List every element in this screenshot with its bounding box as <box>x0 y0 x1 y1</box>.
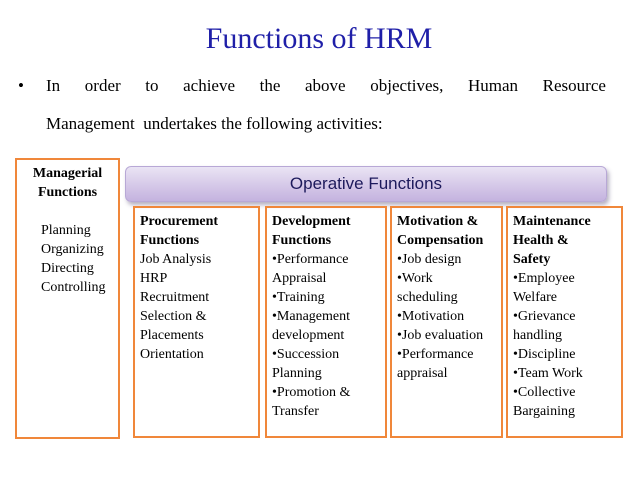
list-item: •Collective <box>513 385 576 400</box>
column-heading <box>513 212 621 269</box>
operative-functions-banner: Operative Functions <box>125 166 607 202</box>
managerial-heading <box>17 164 118 202</box>
list-item: Selection & <box>140 309 207 324</box>
column-heading <box>272 212 385 250</box>
column-heading-line: Development <box>272 214 351 229</box>
intro-word: Human <box>468 76 519 95</box>
column-list <box>140 250 258 364</box>
list-item: Planning <box>41 223 91 238</box>
column-heading-line: Compensation <box>397 233 484 248</box>
intro-line-2: Management undertakes the following activities: <box>46 114 383 133</box>
column-heading-line: Safety <box>513 252 551 267</box>
list-item: •Job design <box>397 252 462 267</box>
procurement-column <box>133 206 260 438</box>
list-item: Directing <box>41 261 94 276</box>
column-heading-line: Maintenance <box>513 214 591 229</box>
list-item: •Promotion & <box>272 385 351 400</box>
column-heading-line: Functions <box>272 233 332 248</box>
column-heading-line: Functions <box>140 233 200 248</box>
intro-word: objectives, <box>370 76 444 95</box>
list-item: •Performance <box>272 252 349 267</box>
list-item: •Employee <box>513 271 575 286</box>
intro-word: achieve <box>183 76 236 95</box>
list-item: •Succession <box>272 347 340 362</box>
intro-word: to <box>145 76 159 95</box>
column-heading <box>397 212 501 250</box>
managerial-heading-line: Managerial <box>32 166 103 181</box>
list-item: Job Analysis <box>140 252 212 267</box>
development-column <box>265 206 387 438</box>
list-item: Planning <box>272 366 322 381</box>
list-item: appraisal <box>397 366 448 381</box>
list-item: Recruitment <box>140 290 210 305</box>
list-item: Appraisal <box>272 271 327 286</box>
intro-word: order <box>84 76 121 95</box>
list-item: •Team Work <box>513 366 583 381</box>
list-item: handling <box>513 328 562 343</box>
list-item: •Training <box>272 290 325 305</box>
intro-word: the <box>259 76 281 95</box>
list-item: scheduling <box>397 290 458 305</box>
bullet-marker: • <box>18 76 24 95</box>
maintenance-column <box>506 206 623 438</box>
intro-word: In <box>46 76 61 95</box>
list-item: Organizing <box>41 242 104 257</box>
list-item: development <box>272 328 345 343</box>
column-list <box>397 250 501 383</box>
column-heading <box>140 212 258 250</box>
managerial-functions-box <box>15 158 120 439</box>
list-item: Orientation <box>140 347 204 362</box>
managerial-list <box>41 221 106 297</box>
list-item: Transfer <box>272 404 319 419</box>
list-item: •Grievance <box>513 309 576 324</box>
list-item: •Job evaluation <box>397 328 484 343</box>
list-item: Placements <box>140 328 204 343</box>
column-heading-line: Motivation & <box>397 214 479 229</box>
list-item: HRP <box>140 271 168 286</box>
managerial-heading-line: Functions <box>37 185 98 200</box>
list-item: •Discipline <box>513 347 576 362</box>
intro-line-1 <box>46 76 606 96</box>
list-item: Controlling <box>41 280 106 295</box>
column-heading-line: Procurement <box>140 214 219 229</box>
list-item: •Work <box>397 271 433 286</box>
column-list <box>272 250 385 421</box>
page-title: Functions of HRM <box>205 22 433 55</box>
column-list <box>513 269 621 421</box>
list-item: •Management <box>272 309 350 324</box>
list-item: Bargaining <box>513 404 575 419</box>
column-heading-line: Health & <box>513 233 569 248</box>
list-item: •Motivation <box>397 309 465 324</box>
list-item: Welfare <box>513 290 557 305</box>
intro-word: above <box>305 76 346 95</box>
motivation-compensation-column <box>390 206 503 438</box>
intro-word: Resource <box>542 76 606 95</box>
list-item: •Performance <box>397 347 474 362</box>
